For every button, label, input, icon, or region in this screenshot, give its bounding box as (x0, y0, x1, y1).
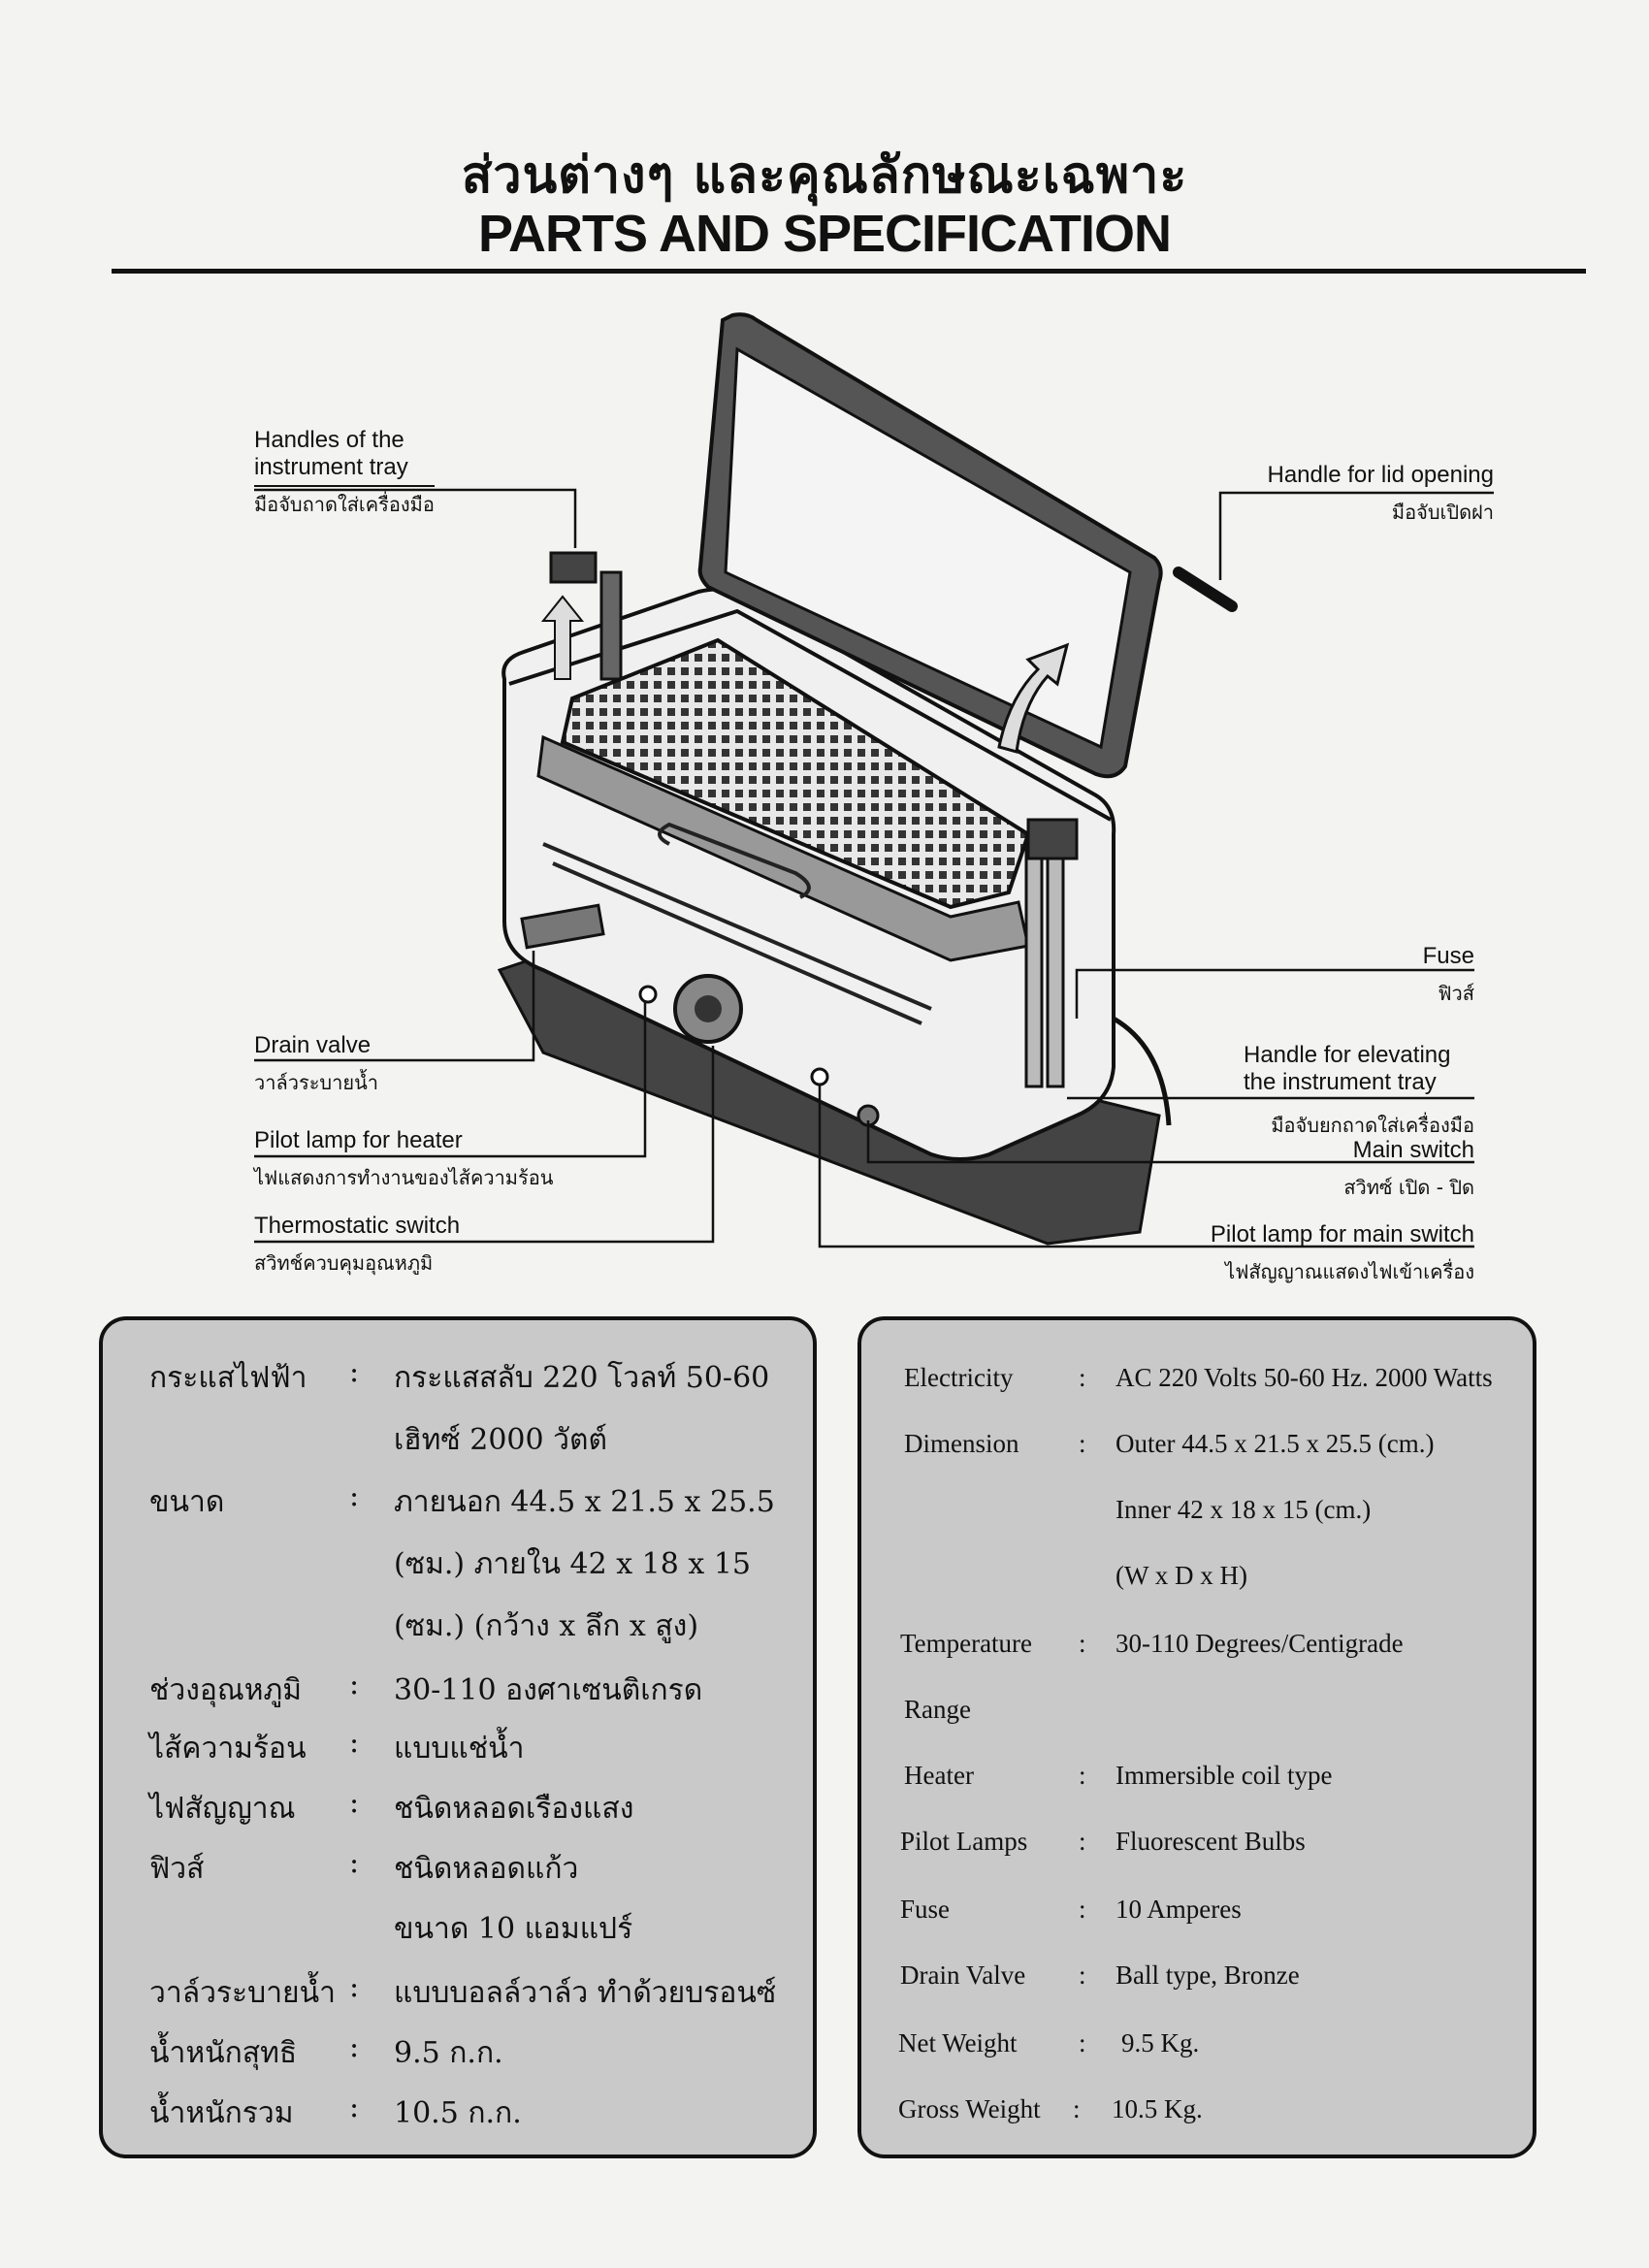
callout-lid-handle: Handle for lid opening มือจับเปิดฝา (1267, 462, 1494, 524)
callout-elevating-handle-th: มือจับยกถาดใส่เครื่องมือ (1271, 1114, 1474, 1137)
callout-pilot-heater: Pilot lamp for heater ไฟแสดงการทำงานของไส้ความร้อน (254, 1127, 554, 1189)
callout-elevating-handle: Handle for elevating the instrument tray (1244, 1042, 1451, 1095)
callout-fuse: Fuse ฟิวส์ (1422, 943, 1474, 1005)
callout-drain-valve: Drain valve วาล์วระบายน้ำ (254, 1032, 378, 1094)
page-title-thai: ส่วนต่างๆ และคุณลักษณะเฉพาะ (461, 146, 1188, 205)
callout-tray-handles: Handles of the instrument tray มือจับถาดใส่เครื่องมือ (254, 427, 435, 516)
lid-handle (1179, 572, 1232, 606)
spec-table-thai: กระแสไฟฟ้า : กระแสสลับ 220 โวลท์ 50-60 เฮิทซ์ 2000 วัตต์ ขนาด : ภายนอก 44.5 x 21.5 x 25.5 (ซม.) ภายใน 42 x 18 x 15 (ซม.) (กว้าง x ลึก x สูง) ช่วงอุณหภูมิ : 30-110 องศาเซนติเกรด ไส้ความร้อน : แบบแช่น้ำ ไฟสัญญาณ : ชนิดหลอดเรืองแสง ฟิวส์ : ชนิดหลอดแก้ว ขนาด 10 แอมแปร์ วาล์วระบายน้ำ : แบบบอลล์วาล์ว ทำด้วยบรอนซ์ น้ำหนักสุทธิ : 9.5 ก.ก. น้ำหนักรวม : 10.5 ก.ก. (99, 1316, 817, 2158)
callout-main-switch: Main switch สวิทซ์ เปิด - ปิด (1343, 1137, 1474, 1199)
callout-pilot-main: Pilot lamp for main switch ไฟสัญญาณแสดงไฟเข้าเครื่อง (1210, 1221, 1474, 1283)
callout-thermostat: Thermostatic switch สวิทช์ควบคุมอุณหภูมิ (254, 1213, 461, 1275)
page-title: PARTS AND SPECIFICATION (477, 205, 1171, 263)
spec-table-english: Electricity : AC 220 Volts 50-60 Hz. 2000 Watts Dimension : Outer 44.5 x 21.5 x 25.5 (cm.) Inner 42 x 18 x 15 (cm.) (W x D x H) Temperature : 30-110 Degrees/Centigrade Range Heater : Immersible coil type Pilot Lamps : Fluorescent Bulbs Fuse : 10 Amperes Drain Valve : Ball type, Bronze Net Weight : 9.5 Kg. Gross Weight : 10.5 Kg. (857, 1316, 1536, 2158)
